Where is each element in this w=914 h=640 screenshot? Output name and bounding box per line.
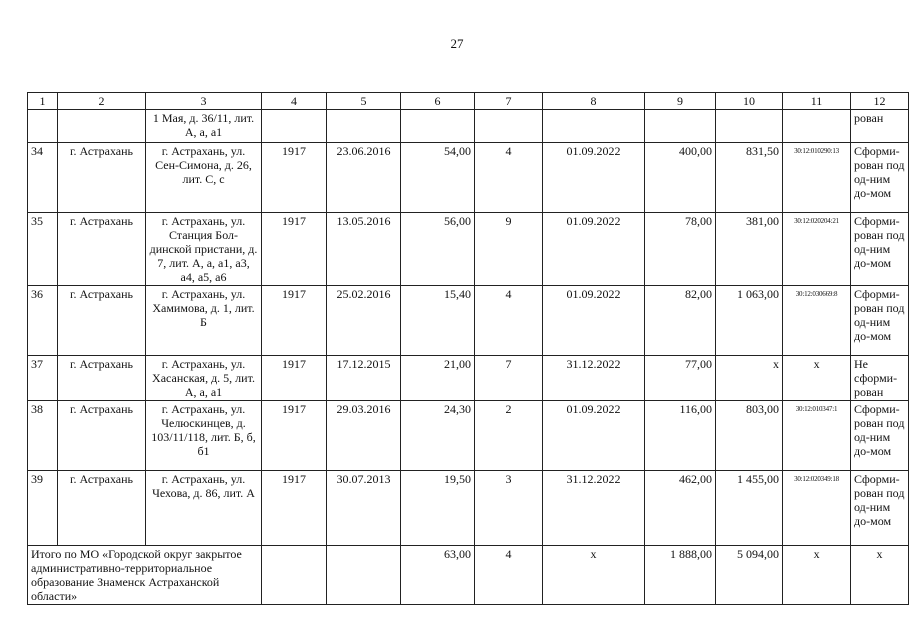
address-cell: г. Астрахань, ул. Станция Бол-динской пристани, д. 7, лит. А, а, а1, а3, а4, а5, а6 [146,213,262,286]
area-cell: 54,00 [401,143,475,213]
register-table [27,92,909,605]
area-cell: 24,30 [401,401,475,471]
value-cell: 1 455,00 [716,471,783,546]
status-cell: Не сформи-рован [851,356,909,401]
value-cell: 82,00 [645,286,716,356]
column-number: 2 [58,93,146,110]
status-cell: Сформи-рован под од-ним до-мом [851,213,909,286]
quantity-cell: 7 [475,356,543,401]
city-cell: г. Астрахань [58,471,146,546]
area-cell: 56,00 [401,213,475,286]
address-cell: г. Астрахань, ул. Челюскинцев, д. 103/11/118, лит. Б, б, б1 [146,401,262,471]
address-cell: г. Астрахань, ул. Сен-Симона, д. 26, лит. С, с [146,143,262,213]
deadline-cell: 31.12.2022 [543,356,645,401]
value-cell: 831,50 [716,143,783,213]
cadastral-number-cell: 30:12:030669:8 [783,286,851,356]
city-cell: г. Астрахань [58,401,146,471]
city-cell: г. Астрахань [58,286,146,356]
column-number: 4 [262,93,327,110]
total-deadline-cell: х [543,546,645,605]
column-number: 11 [783,93,851,110]
column-number: 6 [401,93,475,110]
cadastral-number-cell: 30:12:020204:21 [783,213,851,286]
value-cell: 400,00 [645,143,716,213]
total-quantity-cell: 4 [475,546,543,605]
quantity-cell: 3 [475,471,543,546]
row-number-cell: 38 [28,401,58,471]
status-cell: Сформи-рован под од-ним до-мом [851,143,909,213]
area-cell: 19,50 [401,471,475,546]
column-number: 8 [543,93,645,110]
date-cell: 17.12.2015 [327,356,401,401]
value-cell: 77,00 [645,356,716,401]
quantity-cell: 4 [475,143,543,213]
city-cell: г. Астрахань [58,356,146,401]
deadline-cell: 31.12.2022 [543,471,645,546]
page-number: 27 [450,36,464,51]
value-cell: 78,00 [645,213,716,286]
total-value-cell: 1 888,00 [645,546,716,605]
address-cell: г. Астрахань, ул. Хамимова, д. 1, лит. Б [146,286,262,356]
value-cell: 462,00 [645,471,716,546]
deadline-cell: 01.09.2022 [543,286,645,356]
address-cell: г. Астрахань, ул. Хасанская, д. 5, лит. А, а, а1 [146,356,262,401]
date-cell: 30.07.2013 [327,471,401,546]
value-cell: 803,00 [716,401,783,471]
deadline-cell: 01.09.2022 [543,213,645,286]
row-number-cell: 39 [28,471,58,546]
column-number: 7 [475,93,543,110]
year-cell: 1917 [262,401,327,471]
cadastral-number-cell: 30:12:020349:18 [783,471,851,546]
quantity-cell: 9 [475,213,543,286]
column-number: 10 [716,93,783,110]
year-cell: 1917 [262,286,327,356]
deadline-cell: 01.09.2022 [543,143,645,213]
date-cell: 13.05.2016 [327,213,401,286]
total-row [28,546,909,605]
row-number-cell: 36 [28,286,58,356]
status-cell: Сформи-рован под од-ним до-мом [851,286,909,356]
table-row [28,143,909,213]
address-cell: 1 Мая, д. 36/11, лит. А, а, а1 [146,110,262,143]
total-value-cell: 5 094,00 [716,546,783,605]
total-status-cell: х [851,546,909,605]
year-cell: 1917 [262,471,327,546]
cadastral-number-cell: х [783,356,851,401]
continuation-row [28,110,909,143]
quantity-cell: 4 [475,286,543,356]
total-label: Итого по МО «Городской округ закрытое административно-территориальное образование Знаменск Астраханской области» [28,546,262,605]
city-cell: г. Астрахань [58,213,146,286]
column-number-row [28,93,909,110]
year-cell: 1917 [262,213,327,286]
row-number-cell: 34 [28,143,58,213]
value-cell: х [716,356,783,401]
date-cell: 23.06.2016 [327,143,401,213]
value-cell: 381,00 [716,213,783,286]
cadastral-number-cell: 30:12:010290:13 [783,143,851,213]
quantity-cell: 2 [475,401,543,471]
empty-cell [327,546,401,605]
year-cell: 1917 [262,356,327,401]
table-row [28,356,909,401]
date-cell: 29.03.2016 [327,401,401,471]
value-cell: 116,00 [645,401,716,471]
deadline-cell: 01.09.2022 [543,401,645,471]
total-area-cell: 63,00 [401,546,475,605]
cadastral-number-cell: 30:12:010347:1 [783,401,851,471]
column-number: 9 [645,93,716,110]
status-cell: Сформи-рован под од-ним до-мом [851,471,909,546]
table-row [28,471,909,546]
date-cell: 25.02.2016 [327,286,401,356]
table-row [28,286,909,356]
total-cadastral-cell: х [783,546,851,605]
city-cell: г. Астрахань [58,143,146,213]
column-number: 3 [146,93,262,110]
row-number-cell: 37 [28,356,58,401]
status-cell: Сформи-рован под од-ним до-мом [851,401,909,471]
area-cell: 21,00 [401,356,475,401]
status-cell: рован [851,110,909,143]
column-number: 5 [327,93,401,110]
area-cell: 15,40 [401,286,475,356]
table-row [28,213,909,286]
address-cell: г. Астрахань, ул. Чехова, д. 86, лит. А [146,471,262,546]
empty-cell [262,546,327,605]
table-row [28,401,909,471]
year-cell: 1917 [262,143,327,213]
row-number-cell: 35 [28,213,58,286]
column-number: 1 [28,93,58,110]
column-number: 12 [851,93,909,110]
value-cell: 1 063,00 [716,286,783,356]
